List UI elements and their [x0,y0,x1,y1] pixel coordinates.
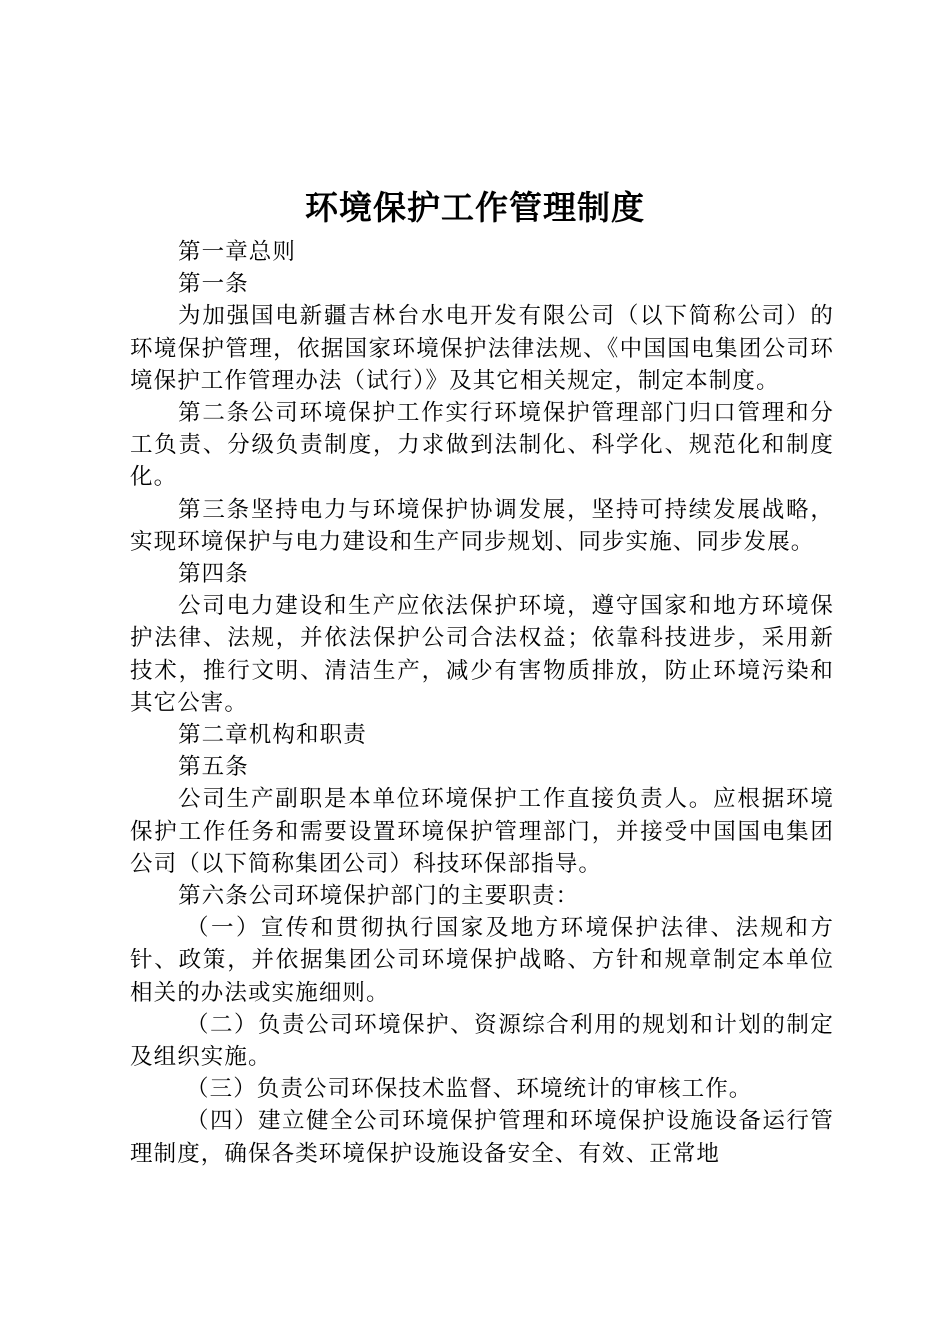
paragraph: 第二条公司环境保护工作实行环境保护管理部门归口管理和分工负责、分级负责制度，力求做到法制化、科学化、规范化和制度化。 [130,400,834,491]
article-heading: 第五条 [178,754,249,781]
chapter-heading: 第二章机构和职责 [178,722,367,749]
list-item: （二）负责公司环境保护、资源综合利用的规划和计划的制定及组织实施。 [130,1011,834,1071]
article-heading: 第一条 [178,271,249,298]
list-item: （一）宣传和贯彻执行国家及地方环境保护法律、法规和方针、政策，并依据集团公司环境保护战略、方针和规章制定本单位相关的办法或实施细则。 [130,915,834,1006]
document-body [130,236,834,1170]
list-item: （四）建立健全公司环境保护管理和环境保护设施设备运行管理制度，确保各类环境保护设施设备安全、有效、正常地 [130,1108,834,1167]
paragraph: 公司电力建设和生产应依法保护环境，遵守国家和地方环境保护法律、法规，并依法保护公司合法权益；依靠科技进步，采用新技术，推行文明、清洁生产，减少有害物质排放，防止环境污染和其它公害。 [130,593,834,716]
chapter-heading: 第一章总则 [178,239,297,265]
paragraph: 第六条公司环境保护部门的主要职责： [178,883,580,910]
list-item: （三）负责公司环保技术监督、环境统计的审核工作。 [186,1076,753,1103]
article-heading: 第四条 [178,561,249,588]
paragraph: 为加强国电新疆吉林台水电开发有限公司（以下简称公司）的环境保护管理，依据国家环境保护法律法规、《中国国电集团公司环境保护工作管理办法（试行）》及其它相关规定，制定本制度。 [130,303,834,394]
paragraph: 公司生产副职是本单位环境保护工作直接负责人。应根据环境保护工作任务和需要设置环境保护管理部门，并接受中国国电集团公司（以下简称集团公司）科技环保部指导。 [130,786,834,877]
document-title: 环境保护工作管理制度 [305,188,645,227]
paragraph: 第三条坚持电力与环境保护协调发展，坚持可持续发展战略，实现环境保护与电力建设和生产同步规划、同步实施、同步发展。 [130,496,834,555]
